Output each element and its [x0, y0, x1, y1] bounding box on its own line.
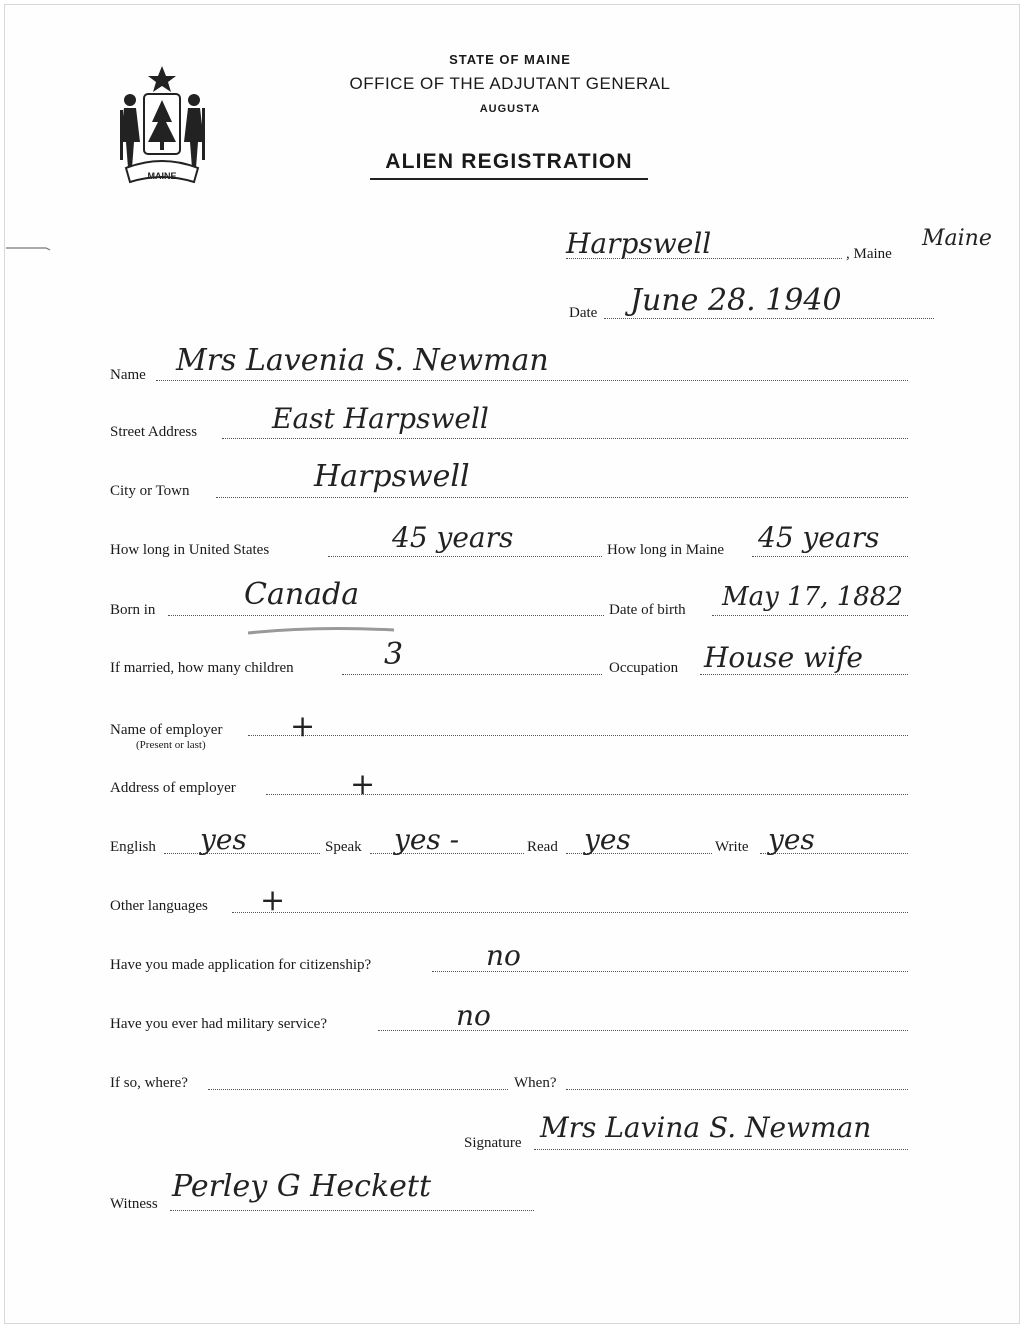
seal-text: MAINE	[147, 171, 177, 181]
maine-label: , Maine	[846, 246, 892, 262]
how-long-maine-line	[752, 556, 908, 557]
write-label: Write	[715, 839, 749, 855]
maine-state-seal-icon	[110, 64, 214, 194]
header-office: OFFICE OF THE ADJUTANT GENERAL	[349, 74, 671, 93]
employer-address-entry: +	[350, 767, 376, 802]
form-title: ALIEN REGISTRATION	[385, 150, 633, 173]
city-label: City or Town	[110, 483, 190, 499]
read-entry: yes	[584, 823, 631, 856]
signature-entry: Mrs Lavina S. Newman	[540, 1111, 872, 1144]
where-line	[208, 1089, 508, 1090]
signature-line	[534, 1149, 908, 1150]
name-line	[156, 380, 908, 381]
how-long-maine-entry: 45 years	[758, 521, 880, 554]
name-label: Name	[110, 367, 146, 383]
occupation-label: Occupation	[609, 660, 679, 676]
born-in-entry: Canada	[244, 577, 360, 612]
military-label: Have you ever had military service?	[110, 1016, 327, 1032]
military-entry: no	[456, 999, 491, 1032]
citizenship-label: Have you made application for citizenship?	[110, 957, 372, 973]
witness-label: Witness	[110, 1196, 158, 1212]
date-label: Date	[569, 305, 598, 321]
street-entry: East Harpswell	[272, 402, 489, 435]
other-languages-line	[232, 912, 908, 913]
english-entry: yes	[200, 823, 247, 856]
other-languages-entry: +	[260, 883, 286, 918]
signature-label: Signature	[464, 1135, 522, 1151]
employer-label: Name of employer	[110, 722, 223, 738]
children-line	[342, 674, 602, 675]
town-line	[566, 258, 842, 259]
dob-label: Date of birth	[609, 602, 686, 618]
dob-line	[712, 615, 908, 616]
born-in-label: Born in	[110, 602, 156, 618]
header-state: STATE OF MAINE	[449, 52, 571, 67]
name-entry: Mrs Lavenia S. Newman	[176, 343, 549, 378]
how-long-maine-label: How long in Maine	[607, 542, 725, 558]
occupation-entry: House wife	[704, 641, 864, 674]
employer-line	[248, 735, 908, 736]
born-in-line	[168, 615, 604, 616]
speak-label: Speak	[325, 839, 362, 855]
children-entry: 3	[384, 637, 404, 672]
underline-stroke	[246, 626, 396, 636]
witness-entry: Perley G Heckett	[172, 1169, 432, 1204]
street-label: Street Address	[110, 424, 198, 440]
where-label: If so, where?	[110, 1075, 188, 1091]
margin-mark	[6, 242, 52, 254]
witness-line	[170, 1210, 534, 1211]
other-languages-label: Other languages	[110, 898, 208, 914]
write-entry: yes	[768, 823, 815, 856]
dob-entry: May 17, 1882	[722, 582, 903, 612]
street-line	[222, 438, 908, 439]
header-city: AUGUSTA	[479, 103, 541, 115]
employer-entry: +	[290, 709, 316, 744]
city-line	[216, 497, 908, 498]
town-entry: Harpswell	[566, 227, 712, 260]
date-entry: June 28. 1940	[630, 283, 842, 318]
how-long-us-line	[328, 556, 602, 557]
when-line	[566, 1089, 908, 1090]
when-label: When?	[514, 1075, 557, 1091]
how-long-us-entry: 45 years	[392, 521, 514, 554]
employer-sublabel: (Present or last)	[136, 739, 206, 751]
how-long-us-label: How long in United States	[110, 542, 270, 558]
citizenship-entry: no	[486, 939, 521, 972]
children-label: If married, how many children	[110, 660, 294, 676]
employer-address-label: Address of employer	[110, 780, 236, 796]
english-label: English	[110, 839, 156, 855]
date-line	[604, 318, 934, 319]
occupation-line	[700, 674, 908, 675]
read-label: Read	[527, 839, 558, 855]
city-entry: Harpswell	[314, 459, 470, 494]
title-underline	[370, 178, 648, 180]
state-entry: Maine	[922, 226, 992, 251]
speak-entry: yes -	[394, 823, 460, 856]
